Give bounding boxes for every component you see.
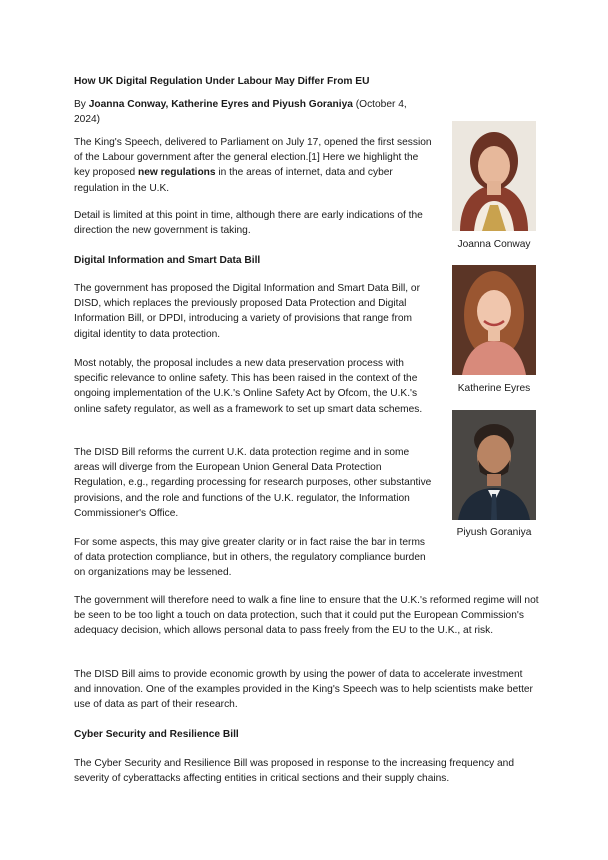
- author-caption-joanna: Joanna Conway: [457, 239, 531, 250]
- paragraph-cyber-1: The Cyber Security and Resilience Bill was proposed in response to the increasing frequency and severity of cyberattacks affecting entities in critical sections and their supply chains.: [74, 758, 515, 785]
- intro-text-2: in the areas of internet, data and cyber regulation in the U.K.: [74, 167, 393, 194]
- paragraph-disd-3: The DISD Bill reforms the current U.K. data protection regime and in some areas will diverge from the European Union General Data Protection Regulation, e.g., regarding processing for research purposes, other substantive provisions, and the role and functions of the U.K. regulator, the Information Commissioner's Office.: [74, 447, 432, 519]
- portrait-katherine-image: [452, 265, 536, 375]
- byline-prefix: By: [74, 99, 89, 110]
- byline: [74, 97, 432, 127]
- intro-text-1: The King's Speech, delivered to Parliament on July 17, opened the first session of the Labour government after the general election.[1] Here we highlight the key proposed: [74, 137, 432, 179]
- paragraph-disd-2: Most notably, the proposal includes a new data preservation process with specific relevance to online safety. This has been raised in the context of the ongoing implementation of the U.K.'s Online Safety Act by Ofcom, the U.K.'s online safety regulator, as well as a framework to set up smart data schemes.: [74, 358, 423, 415]
- article-title: How UK Digital Regulation Under Labour May Differ From EU: [74, 76, 370, 87]
- section-heading-disd: Digital Information and Smart Data Bill: [74, 255, 261, 266]
- author-photo-joanna: [452, 121, 536, 231]
- paragraph-disd-4: For some aspects, this may give greater clarity or in fact raise the bar in terms of data protection compliance, but in others, the regulatory compliance burden on organizations may be lessened.: [74, 537, 426, 579]
- paragraph-disd-6: The DISD Bill aims to provide economic growth by using the power of data to accelerate investment and innovation. One of the examples provided in the King's Speech was to help scientists make better use of data as part of their research.: [74, 669, 533, 711]
- author-photo-piyush: [452, 410, 536, 520]
- intro-bold-link: new regulations: [138, 167, 216, 179]
- portrait-piyush-image: [452, 410, 536, 520]
- author-caption-piyush: Piyush Goraniya: [456, 527, 532, 538]
- paragraph-disd-5: The government will therefore need to walk a fine line to ensure that the U.K.'s reformed regime will not be seen to be too light a touch on data protection, such that it could put the European Commission's adequacy decision, which allows personal data to pass freely from the EU to the U.K., at risk.: [74, 595, 539, 637]
- byline-date: (October 4, 2024): [74, 99, 407, 126]
- paragraph-disd-1: The government has proposed the Digital Information and Smart Data Bill, or DISD, which replaces the previously proposed Data Protection and Digital Information Bill, or DPDI, introducing a variety of provisions that range from digital identity to data protection.: [74, 283, 420, 340]
- portrait-joanna-image: [452, 121, 536, 231]
- author-caption-katherine: Katherine Eyres: [457, 383, 531, 394]
- intro-paragraph: [74, 135, 432, 196]
- detail-paragraph: Detail is limited at this point in time, although there are early indications of the direction the new government is taking.: [74, 210, 423, 237]
- byline-authors: Joanna Conway, Katherine Eyres and Piyush Goraniya: [88, 99, 353, 110]
- section-heading-cyber: Cyber Security and Resilience Bill: [74, 729, 239, 740]
- author-photo-katherine: [452, 265, 536, 375]
